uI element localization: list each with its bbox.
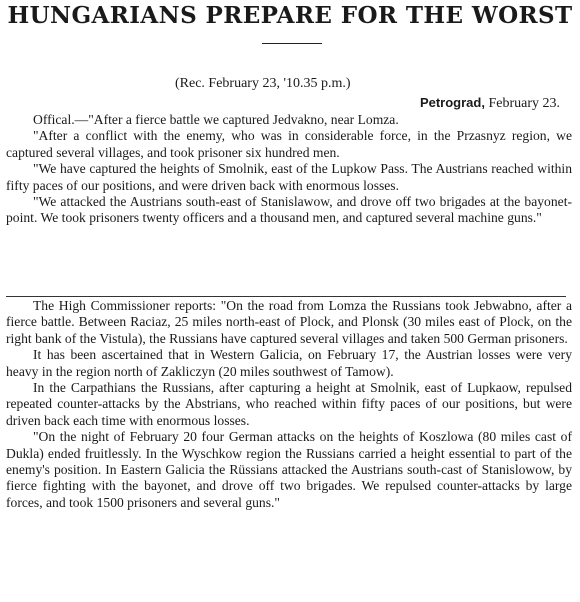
dispatch-one-paragraph: "After a conflict with the enemy, who was in considerable force, in the Przasnyz region, we captured several villages, and took prisoner six hundred men.	[6, 128, 572, 160]
place-date: February 23.	[484, 96, 560, 111]
dispatch-one-paragraph: "We have captured the heights of Smolnik, east of the Lupkow Pass. The Austrians reached within fifty paces of our positions, and were driven back with enormous losses.	[6, 161, 572, 193]
dispatch-one	[6, 112, 572, 227]
dispatch-two-paragraph: "On the night of February 20 four German attacks on the heights of Koszlowa (80 miles cast of Dukla) ended fruitlessly. In the Wyschkow region the Russians carried a height essential to part of the enemy's position. In Eastern Galicia the Rüssians attacked the Austrians south-cast of Stanislowow, by fierce fighting with the bayonet, and drove off two brigades. We repulsed counter-attacks by large forces, and took 1500 prisoners and several guns."	[6, 429, 572, 510]
place-line	[420, 94, 560, 113]
dispatch-one-paragraph: "We attacked the Austrians south-east of Stanislawow, and drove off two brigades at the bayonet-point. We took prisoners twenty officers and a thousand men, and captured several machine guns."	[6, 194, 572, 226]
headline: HUNGARIANS PREPARE FOR THE WORST	[7, 2, 573, 29]
dispatch-two-paragraph: In the Carpathians the Russians, after capturing a height at Smolnik, east of Lupkaow, repulsed repeated counter-attacks by the Abstrians, who reached within fifty paces of our positions, but were driven back each time with enormous losses.	[6, 380, 572, 428]
section-divider	[6, 296, 566, 297]
headline-rule	[262, 43, 322, 44]
dispatch-one-paragraph: Offical.—"After a fierce battle we captured Jedvakno, near Lomza.	[33, 112, 399, 127]
place-city: Petrograd,	[419, 95, 485, 110]
dispatch-two	[6, 298, 572, 511]
dateline: (Rec. February 23, '10.35 p.m.)	[175, 76, 351, 91]
dispatch-two-paragraph: The High Commissioner reports: "On the road from Lomza the Russians took Jebwabno, after a fierce battle. Between Raciaz, 25 miles north-east of Plock, and Plonsk (30 miles east of Plock, on the right bank of the Vistula), the Russians have captured several villages and taken 500 German prisoners.	[6, 298, 572, 346]
dispatch-two-paragraph: It has been ascertained that in Western Galicia, on February 17, the Austrian losses were very heavy in the region north of Zakliczyn (20 miles southwest of Tamow).	[6, 347, 572, 379]
